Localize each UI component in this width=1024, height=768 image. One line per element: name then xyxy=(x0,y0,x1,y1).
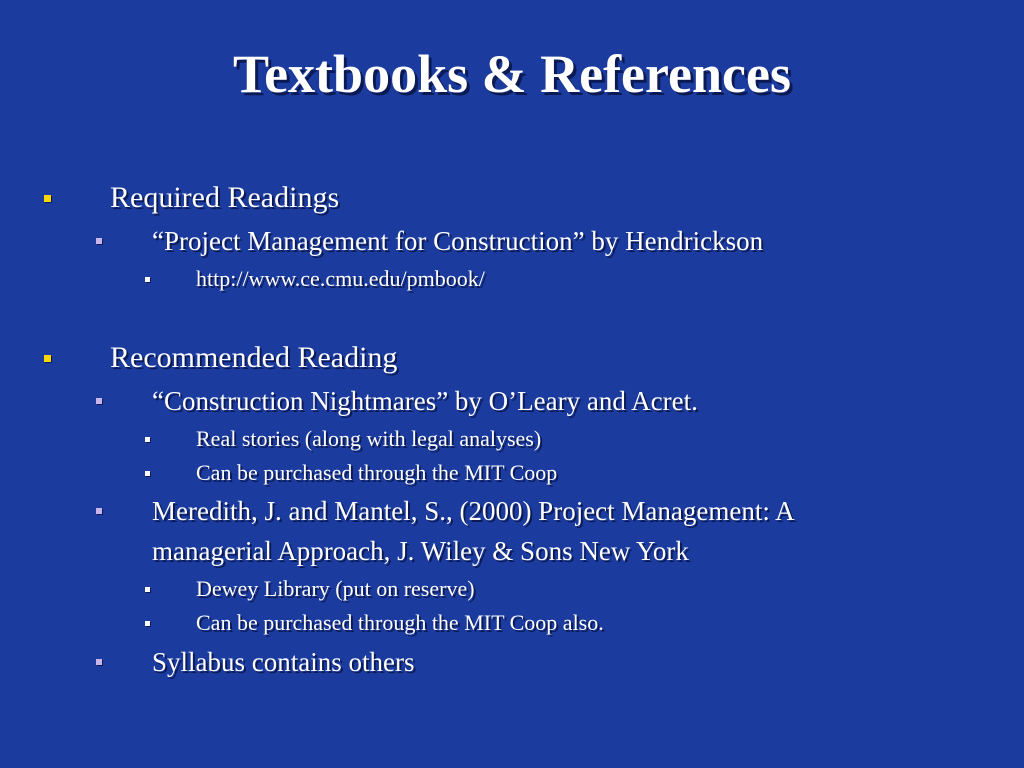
list-item-meredith-mantel-line1: Meredith, J. and Mantel, S., (2000) Project Management: A xyxy=(152,496,795,526)
list-item-hendrickson-book: “Project Management for Construction” by Hendrickson xyxy=(152,226,764,256)
list-item-meredith-mantel-line2: managerial Approach, J. Wiley & Sons New York xyxy=(152,536,689,566)
subitem-mit-coop-also: Can be purchased through the MIT Coop also. xyxy=(196,610,604,635)
subitem-mit-coop: Can be purchased through the MIT Coop xyxy=(196,460,558,485)
lavender-square-bullet-icon xyxy=(96,398,102,404)
subitem-dewey-library: Dewey Library (put on reserve) xyxy=(196,576,475,601)
lavender-square-bullet-icon xyxy=(96,659,102,665)
yellow-square-bullet-icon xyxy=(44,195,51,202)
white-square-bullet-icon xyxy=(145,471,150,476)
section-heading-recommended-reading: Recommended Reading xyxy=(110,341,398,374)
link-pmbook-url[interactable]: http://www.ce.cmu.edu/pmbook/ xyxy=(196,266,485,291)
lavender-square-bullet-icon xyxy=(96,508,102,514)
white-square-bullet-icon xyxy=(145,277,150,282)
lavender-square-bullet-icon xyxy=(96,238,102,244)
subitem-real-stories: Real stories (along with legal analyses) xyxy=(196,426,542,451)
list-item-construction-nightmares: “Construction Nightmares” by O’Leary and Acret. xyxy=(152,386,698,416)
white-square-bullet-icon xyxy=(145,587,150,592)
section-heading-required-readings: Required Readings xyxy=(110,181,340,214)
list-item-syllabus: Syllabus contains others xyxy=(152,647,415,677)
white-square-bullet-icon xyxy=(145,621,150,626)
slide-title: Textbooks & References xyxy=(233,44,791,104)
white-square-bullet-icon xyxy=(145,437,150,442)
yellow-square-bullet-icon xyxy=(44,355,51,362)
